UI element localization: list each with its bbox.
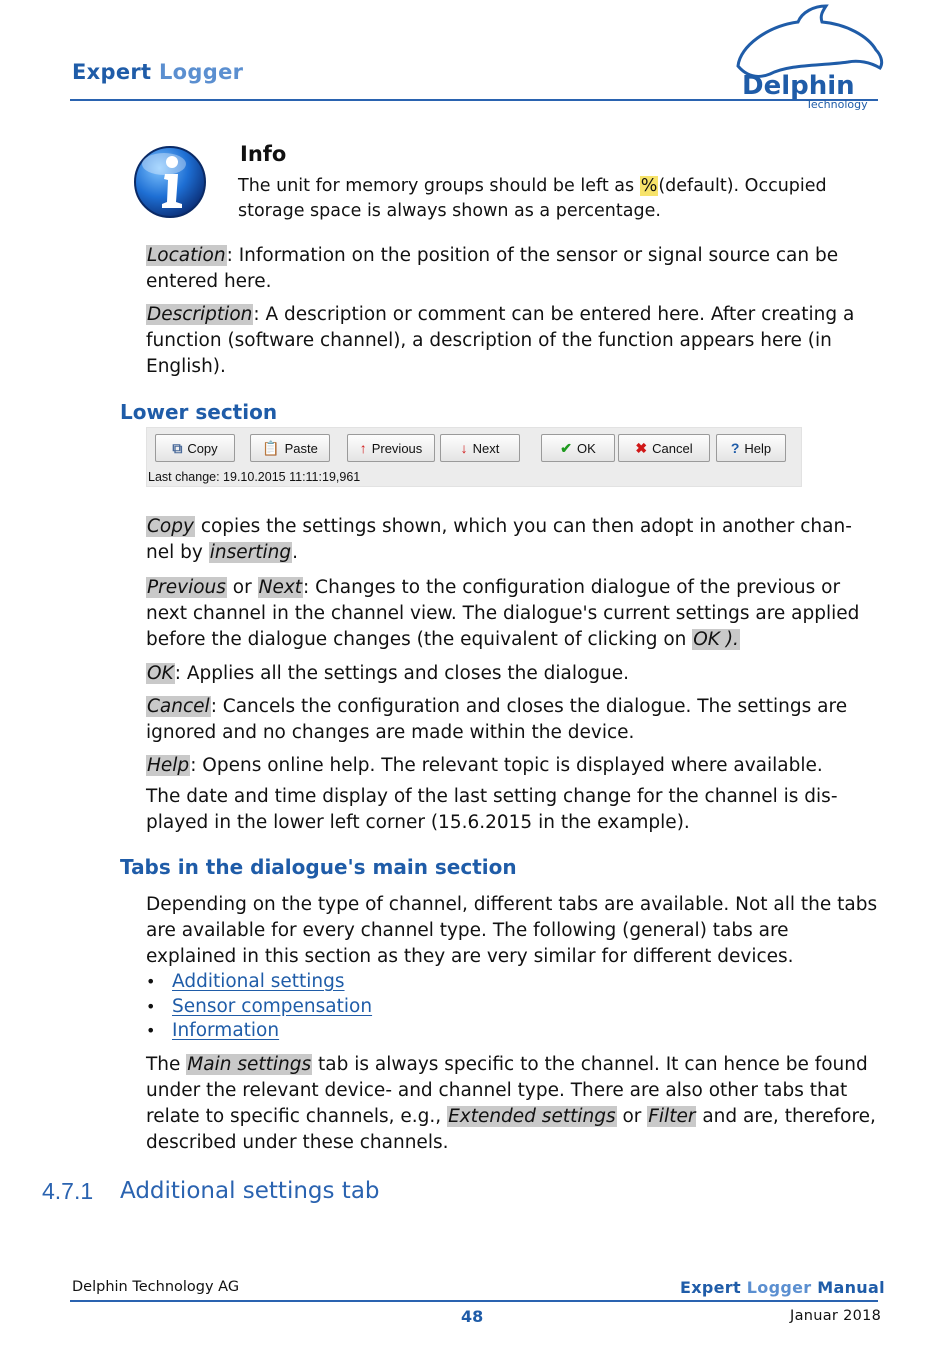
list-item (146, 970, 846, 995)
percent-highlight: % (640, 176, 658, 196)
paste-icon: 📋 (262, 440, 280, 456)
footer-manual-title: Expert Logger Manual (680, 1278, 885, 1297)
tabs-link-list (146, 970, 846, 1044)
copy-icon: ⧉ (172, 440, 183, 456)
help-button[interactable]: ? Help (716, 434, 786, 462)
link-information[interactable]: Information (172, 1020, 280, 1041)
info-text: The unit for memory groups should be left as %(default). Occupied storage space is always shown as a percentage. (238, 176, 827, 221)
description-paragraph: Description: A description or comment can be entered here. After creating a function (software channel), a description of the function appears here (in English). (146, 304, 855, 377)
main-settings-paragraph: The Main settings tab is always specific to the channel. It can hence be found under the relevant device- and channel type. There are also other tabs that relate to specific channels, e.g., Extended settings or Filter and are, therefore, described under these channels. (146, 1054, 876, 1153)
logo-subtext: Technology (806, 98, 868, 111)
info-title: Info (240, 142, 287, 166)
page-number: 48 (461, 1307, 484, 1326)
tabs-intro: Depending on the type of channel, different tabs are available. Not all the tabs are available for every channel type. The following (general) tabs are explained in this section as they are very similar for different devices. (146, 894, 878, 967)
link-sensor-compensation[interactable]: Sensor compensation (172, 995, 373, 1017)
header-title: Expert Logger (72, 60, 244, 84)
footer-company: Delphin Technology AG (72, 1279, 240, 1295)
subsection-title: Additional settings tab (120, 1178, 380, 1204)
footer-date: Januar 2018 (790, 1308, 882, 1324)
arrow-down-icon: ↓ (460, 440, 468, 456)
list-item (146, 995, 846, 1020)
logo-text: Delphin (742, 71, 855, 101)
link-additional-settings[interactable]: Additional settings (172, 971, 345, 992)
next-button[interactable]: ↓ Next (440, 434, 520, 462)
checkmark-icon: ✔ (560, 440, 572, 456)
ok-button[interactable]: ✔ OK (541, 434, 615, 462)
location-paragraph: Location: Information on the position of the sensor or signal source can be entered here. (146, 245, 839, 292)
question-icon: ? (730, 440, 740, 456)
info-icon (132, 144, 208, 220)
cancel-button[interactable]: ✖ Cancel (618, 434, 710, 462)
last-change-text: Last change: 19.10.2015 11:11:19,961 (148, 470, 361, 484)
previous-button[interactable]: ↑ Previous (347, 434, 435, 462)
delphin-logo (730, 4, 886, 112)
arrow-up-icon: ↑ (359, 440, 367, 456)
footer-rule (70, 1300, 878, 1302)
tabs-section-heading: Tabs in the dialogue's main section (120, 855, 517, 879)
dialogue-button-bar (146, 427, 802, 487)
previous-next-paragraph: Previous or Next: Changes to the configuration dialogue of the previous or next channel in the channel view. The dialogue's current settings are applied before the dialogue changes (the equivalent of clicking on OK ). (146, 577, 860, 650)
paste-button[interactable]: 📋 Paste (250, 434, 330, 462)
date-paragraph: The date and time display of the last setting change for the channel is dis-played in the lower left corner (15.6.2015 in the example). (146, 786, 838, 833)
lower-section-heading: Lower section (120, 400, 278, 424)
copy-paragraph: Copy copies the settings shown, which you can then adopt in another chan-nel by inserting. (146, 516, 852, 563)
help-paragraph: Help: Opens online help. The relevant topic is displayed where available. (147, 755, 823, 776)
list-item (146, 1019, 846, 1044)
ok-paragraph: OK: Applies all the settings and closes the dialogue. (147, 663, 630, 684)
cross-icon: ✖ (635, 440, 648, 456)
cancel-paragraph: Cancel: Cancels the configuration and closes the dialogue. The settings are ignored and no changes are made within the device. (146, 696, 848, 743)
location-term: Location (147, 245, 226, 266)
subsection-number: 4.7.1 (42, 1178, 94, 1204)
copy-button[interactable]: ⧉ Copy (155, 434, 235, 462)
description-term: Description (147, 304, 253, 325)
